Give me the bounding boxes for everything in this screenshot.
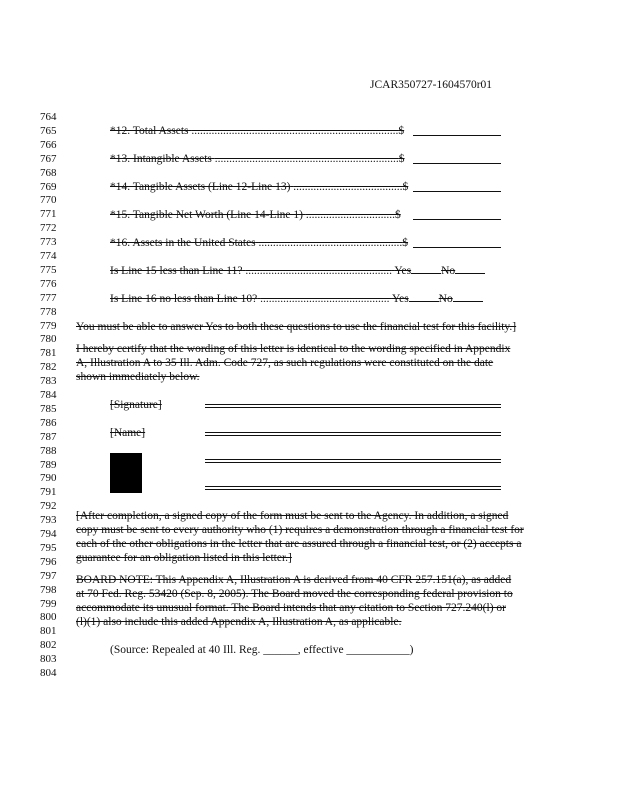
line-number: 797 [40, 569, 57, 582]
item-tangible-net-worth: *15. Tangible Net Worth (Line 14-Line 1) ...............................$ [110, 209, 401, 221]
after-completion-line-1: [After completion, a signed copy of the form must be sent to the Agency. In addition, a signed [76, 510, 509, 522]
line-number: 788 [40, 444, 57, 457]
board-note-line-2: at 70 Fed. Reg. 53420 (Sep. 8, 2005). The Board moved the corresponding federal provision to [76, 588, 513, 600]
line-number: 771 [40, 208, 57, 221]
line-number: 770 [40, 194, 57, 207]
board-note-line-1: BOARD NOTE: This Appendix A, Illustration A is derived from 40 CFR 257.151(a), as added [76, 574, 512, 586]
line-number: 787 [40, 430, 57, 443]
total-assets-blank [413, 135, 501, 136]
item-total-assets: *12. Total Assets ........................................................................$ [110, 125, 405, 137]
intangible-assets-blank [413, 163, 501, 164]
line-number: 783 [40, 375, 57, 388]
line-number: 799 [40, 597, 57, 610]
line-number: 764 [40, 111, 57, 123]
line-number: 792 [40, 500, 57, 513]
line-number: 794 [40, 528, 57, 540]
line-number: 777 [40, 291, 57, 304]
line-number: 785 [40, 402, 57, 415]
after-completion-line-3: each of the other obligations in the letter that are assured through a financial test, or (2) accepts a [76, 538, 522, 550]
line-number: 769 [40, 180, 57, 193]
line-number: 789 [40, 458, 57, 471]
line-number: 790 [40, 472, 57, 485]
line-number: 782 [40, 361, 57, 374]
line-number: 767 [40, 152, 57, 165]
line-number: 802 [40, 639, 57, 652]
redacted-block [110, 453, 142, 493]
line-number: 786 [40, 416, 57, 429]
question-line-15: Is Line 15 less than Line 11? ................................................... Yes No [110, 265, 485, 278]
item-intangible-assets: *13. Intangible Assets ................................................................$ [110, 153, 405, 165]
line-number: 772 [40, 222, 57, 235]
line-number: 779 [40, 319, 57, 332]
line-number: 780 [40, 333, 57, 346]
title-line [205, 459, 501, 463]
tangible-net-worth-blank [413, 219, 501, 220]
signature-line [205, 404, 501, 408]
must-answer-note: You must be able to answer Yes to both these questions to use the financial test for this facility.] [76, 321, 517, 333]
certify-line-1: I hereby certify that the wording of this letter is identical to the wording specified in Appendix [76, 343, 511, 355]
line-number: 775 [40, 263, 57, 276]
line-number: 774 [40, 250, 57, 262]
line-number: 766 [40, 138, 57, 151]
line-number: 804 [40, 667, 57, 679]
line-number: 784 [40, 389, 57, 401]
after-completion-line-4: guarantee for an obligation listed in this letter.] [76, 552, 292, 564]
line-number: 800 [40, 611, 57, 624]
name-line [205, 432, 501, 436]
line-number: 773 [40, 236, 57, 249]
document-id: JCAR350727-1604570r01 [370, 79, 493, 91]
line-number: 803 [40, 653, 57, 666]
certify-line-3: shown immediately below. [76, 371, 200, 383]
line-number: 778 [40, 305, 57, 318]
name-label: [Name] [110, 427, 146, 439]
line-number: 798 [40, 583, 57, 596]
line-number: 765 [40, 124, 57, 137]
line-number: 781 [40, 347, 57, 360]
line-number: 776 [40, 277, 57, 290]
board-note-line-4: (l)(1) also include this added Appendix A, Illustration A, as applicable. [76, 616, 402, 628]
question-line-16: Is Line 16 no less than Line 10? ............................................. Yes No [110, 293, 483, 306]
line-number: 791 [40, 486, 57, 499]
board-note-line-3: accommodate its unusual format. The Board intends that any citation to Section 727.240(l) or [76, 602, 506, 614]
line-number: 801 [40, 625, 57, 638]
line-number: 793 [40, 514, 57, 527]
source-note: (Source: Repealed at 40 Ill. Reg. ______, effective ___________) [110, 644, 414, 656]
after-completion-line-2: copy must be sent to every authority who (1) requires a demonstration through a financial test for [76, 524, 524, 536]
assets-in-us-blank [413, 247, 501, 248]
item-assets-in-us: *16. Assets in the United States ..................................................$ [110, 237, 409, 249]
certify-line-2: A, Illustration A to 35 Ill. Adm. Code 727, as such regulations were constituted on the date [76, 357, 494, 369]
tangible-assets-blank [413, 191, 501, 192]
date-line [205, 486, 501, 490]
line-number: 795 [40, 541, 57, 554]
line-number: 768 [40, 166, 57, 179]
signature-label: [Signature] [110, 399, 162, 411]
line-number: 796 [40, 555, 57, 568]
item-tangible-assets: *14. Tangible Assets (Line 12-Line 13) ......................................$ [110, 181, 409, 193]
